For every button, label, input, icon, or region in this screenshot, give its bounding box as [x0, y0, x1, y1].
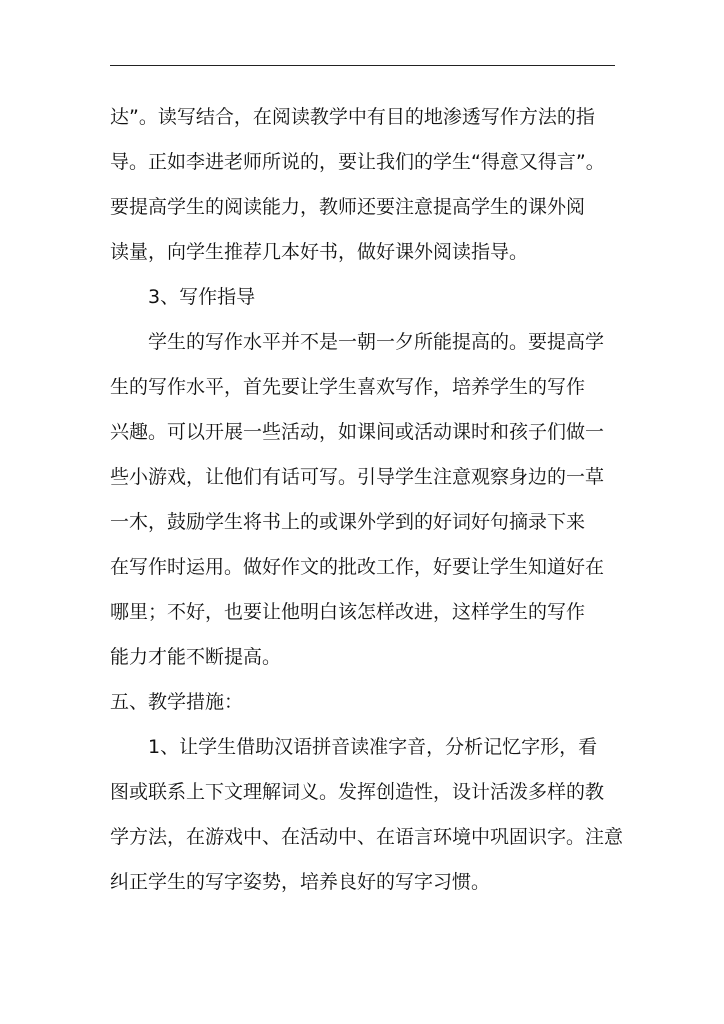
paragraph-line: 一木，鼓励学生将书上的或课外学到的好词好句摘录下来 [110, 511, 586, 533]
paragraph-line: 图或联系上下文理解词义。发挥创造性，设计活泼多样的教 [110, 781, 605, 803]
paragraph-line: 纠正学生的写字姿势，培养良好的写字习惯。 [110, 871, 491, 893]
paragraph-line: 学生的写作水平并不是一朝一夕所能提高的。要提高学 [148, 331, 605, 353]
section-heading: 五、教学措施： [110, 691, 244, 713]
document-body [110, 95, 624, 905]
paragraph-line: 生的写作水平，首先要让学生喜欢写作，培养学生的写作 [110, 376, 586, 398]
header-rule [110, 65, 615, 66]
paragraph-line: 能力才能不断提高。 [110, 646, 282, 668]
paragraph-line: 1、让学生借助汉语拼音读准字音，分析记忆字形，看 [148, 736, 598, 758]
paragraph-line: 些小游戏，让他们有话可写。引导学生注意观察身边的一草 [110, 466, 605, 488]
paragraph-line: 达”。读写结合，在阅读教学中有目的地渗透写作方法的指 [110, 106, 595, 128]
paragraph-line: 要提高学生的阅读能力，教师还要注意提高学生的课外阅 [110, 196, 586, 218]
paragraph-line: 哪里；不好，也要让他明白该怎样改进，这样学生的写作 [110, 601, 586, 623]
section-heading: 3、写作指导 [148, 286, 256, 308]
paragraph-line: 读量，向学生推荐几本好书，做好课外阅读指导。 [110, 241, 529, 263]
paragraph-line: 兴趣。可以开展一些活动，如课间或活动课时和孩子们做一 [110, 421, 605, 443]
paragraph-line: 学方法，在游戏中、在活动中、在语言环境中巩固识字。注意 [110, 826, 624, 848]
paragraph-line: 在写作时运用。做好作文的批改工作，好要让学生知道好在 [110, 556, 605, 578]
paragraph-line: 导。正如李进老师所说的，要让我们的学生“得意又得言”。 [110, 151, 605, 173]
